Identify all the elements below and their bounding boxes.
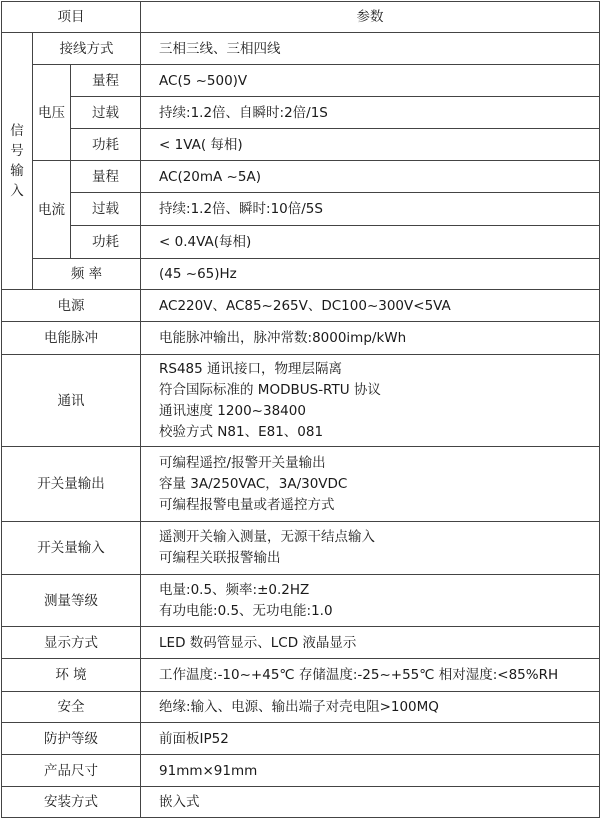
voltage-power-value: < 1VA( 每相)	[141, 129, 600, 161]
header-item: 项目	[2, 2, 141, 33]
comm-label: 通讯	[2, 355, 141, 447]
size-value: 91mm×91mm	[141, 755, 600, 787]
energy-pulse-label: 电能脉冲	[2, 322, 141, 355]
table-row	[2, 575, 600, 627]
safety-label: 安全	[2, 692, 141, 723]
switch-input-label: 开关量输入	[2, 522, 141, 575]
frequency-value: (45 ~65)Hz	[141, 259, 600, 290]
table-row	[2, 355, 600, 447]
table-row	[2, 723, 600, 755]
table-row	[2, 692, 600, 723]
accuracy-value: 电量:0.5、频率:±0.2HZ 有功电能:0.5、无功电能:1.0	[141, 575, 600, 627]
protection-label: 防护等级	[2, 723, 141, 755]
environment-label: 环 境	[2, 659, 141, 692]
current-overload-label: 过载	[71, 193, 141, 226]
frequency-label: 频 率	[33, 259, 141, 290]
table-header-row	[2, 2, 600, 33]
table-row	[2, 290, 600, 322]
energy-pulse-value: 电能脉冲输出，脉冲常数:8000imp/kWh	[141, 322, 600, 355]
current-range-value: AC(20mA ~5A)	[141, 161, 600, 193]
table-row	[2, 65, 600, 97]
current-range-label: 量程	[71, 161, 141, 193]
table-row	[2, 322, 600, 355]
switch-output-value: 可编程遥控/报警开关量输出 容量 3A/250VAC，3A/30VDC 可编程报警电量或者遥控方式	[141, 447, 600, 522]
current-label: 电流	[33, 161, 71, 259]
current-power-label: 功耗	[71, 226, 141, 259]
table-row	[2, 33, 600, 65]
table-row	[2, 97, 600, 129]
voltage-overload-value: 持续:1.2倍、自瞬时:2倍/1S	[141, 97, 600, 129]
switch-output-label: 开关量输出	[2, 447, 141, 522]
install-label: 安装方式	[2, 787, 141, 818]
wiring-value: 三相三线、三相四线	[141, 33, 600, 65]
voltage-power-label: 功耗	[71, 129, 141, 161]
table-row	[2, 522, 600, 575]
table-row	[2, 226, 600, 259]
table-row	[2, 259, 600, 290]
current-power-value: < 0.4VA(每相)	[141, 226, 600, 259]
switch-input-value: 遥测开关输入测量，无源干结点输入 可编程关联报警输出	[141, 522, 600, 575]
table-row	[2, 447, 600, 522]
table-row	[2, 659, 600, 692]
environment-value: 工作温度:-10~+45℃ 存储温度:-25~+55℃ 相对湿度:<85%RH	[141, 659, 600, 692]
spec-table	[1, 1, 600, 818]
wiring-label: 接线方式	[33, 33, 141, 65]
voltage-overload-label: 过载	[71, 97, 141, 129]
table-row	[2, 161, 600, 193]
table-row	[2, 193, 600, 226]
install-value: 嵌入式	[141, 787, 600, 818]
table-row	[2, 787, 600, 818]
signal-input-label: 信 号 输 入	[2, 33, 33, 290]
voltage-range-value: AC(5 ~500)V	[141, 65, 600, 97]
comm-value: RS485 通讯接口，物理层隔离 符合国际标准的 MODBUS-RTU 协议 通讯速度 1200~38400 校验方式 N81、E81、081	[141, 355, 600, 447]
current-overload-value: 持续:1.2倍、瞬时:10倍/5S	[141, 193, 600, 226]
power-supply-label: 电源	[2, 290, 141, 322]
table-row	[2, 627, 600, 659]
table-row	[2, 755, 600, 787]
voltage-label: 电压	[33, 65, 71, 161]
table-row	[2, 129, 600, 161]
size-label: 产品尺寸	[2, 755, 141, 787]
protection-value: 前面板IP52	[141, 723, 600, 755]
display-label: 显示方式	[2, 627, 141, 659]
power-supply-value: AC220V、AC85~265V、DC100~300V<5VA	[141, 290, 600, 322]
voltage-range-label: 量程	[71, 65, 141, 97]
accuracy-label: 测量等级	[2, 575, 141, 627]
safety-value: 绝缘:输入、电源、输出端子对壳电阻>100MQ	[141, 692, 600, 723]
header-param: 参数	[141, 2, 600, 33]
display-value: LED 数码管显示、LCD 液晶显示	[141, 627, 600, 659]
